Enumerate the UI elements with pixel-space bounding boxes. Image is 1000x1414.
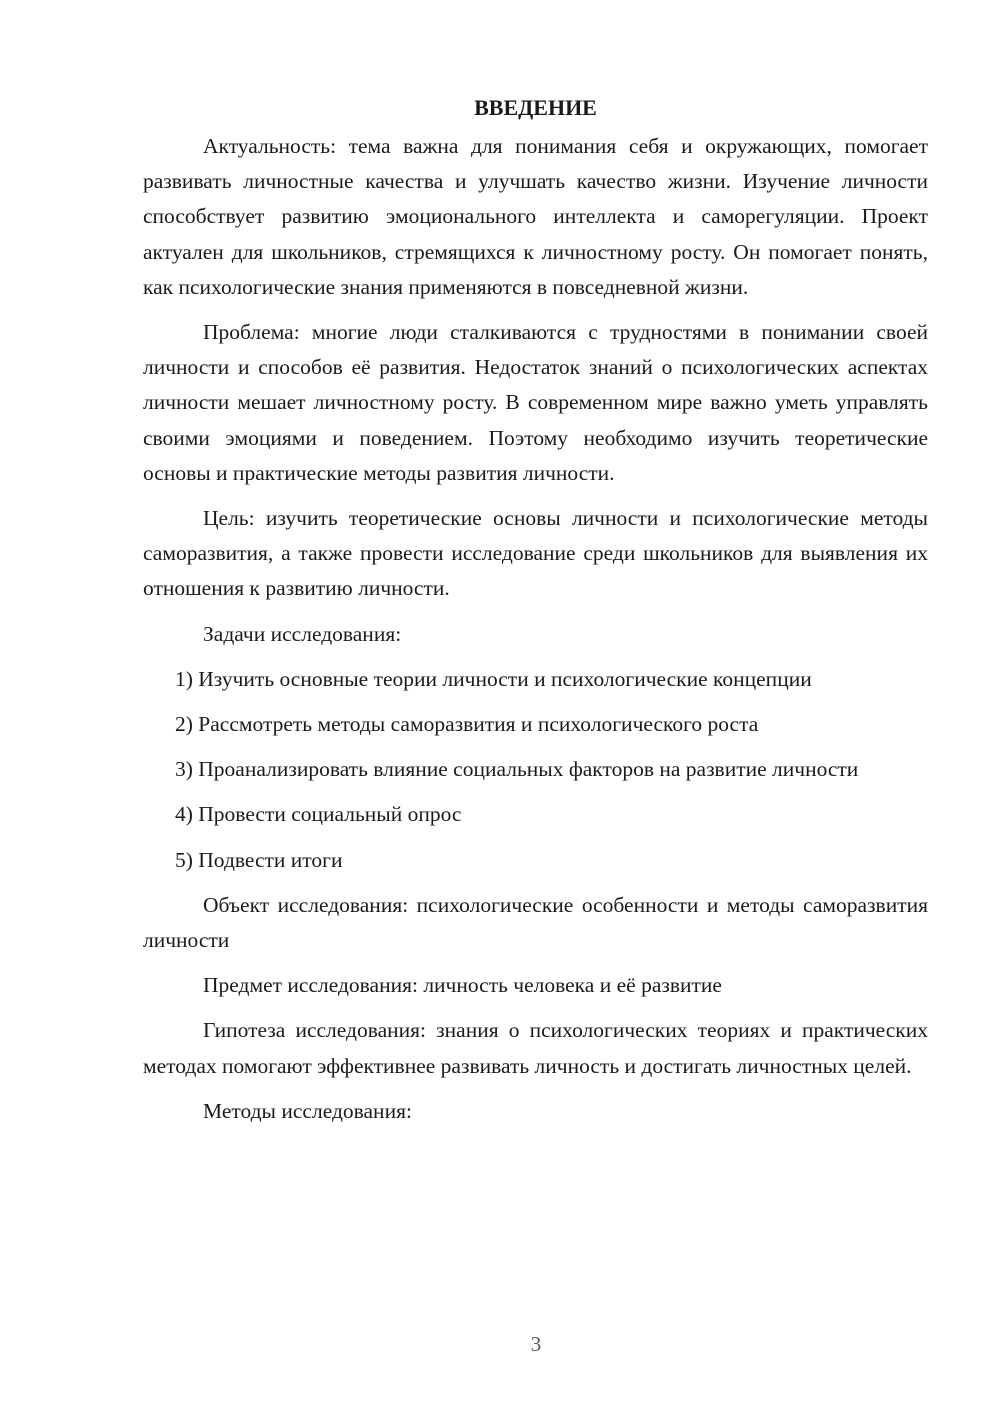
- paragraph-object: Объект исследования: психологические особенности и методы саморазвития личности: [143, 892, 928, 953]
- document-page: [143, 90, 928, 1139]
- task-item-3: 3) Проанализировать влияние социальных факторов на развитие личности: [175, 757, 859, 782]
- task-item-4: 4) Провести социальный опрос: [175, 802, 462, 827]
- paragraph-subject: Предмет исследования: личность человека и её развитие: [203, 973, 722, 998]
- section-title: ВВЕДЕНИЕ: [474, 95, 597, 120]
- task-item-5: 5) Подвести итоги: [175, 847, 343, 872]
- paragraph-relevance: Актуальность: тема важна для понимания себя и окружающих, помогает развивать личностные качества и улучшать качество жизни. Изучение личности способствует развитию эмоционального интеллекта и саморегуляции. Проект актуален для школьников, стремящихся к личностному росту. Он помогает понять, как психологические знания применяются в повседневной жизни.: [143, 134, 928, 299]
- tasks-heading: Задачи исследования:: [203, 621, 402, 646]
- methods-heading: Методы исследования:: [203, 1098, 412, 1123]
- paragraph-goal: Цель: изучить теоретические основы личности и психологические методы саморазвития, а также провести исследование среди школьников для выявления их отношения к развитию личности.: [143, 506, 928, 601]
- paragraph-hypothesis: Гипотеза исследования: знания о психологических теориях и практических методах помогают эффективнее развивать личность и достигать личностных целей.: [143, 1018, 928, 1078]
- page-number: 3: [530, 1332, 542, 1356]
- task-item-2: 2) Рассмотреть методы саморазвития и психологического роста: [175, 712, 759, 737]
- paragraph-problem: Проблема: многие люди сталкиваются с трудностями в понимании своей личности и способов её развития. Недостаток знаний о психологических аспектах личности мешает личностному росту. В современном мире важно уметь управлять своими эмоциями и поведением. Поэтому необходимо изучить теоретические основы и практические методы развития личности.: [143, 320, 928, 485]
- task-item-1: 1) Изучить основные теории личности и психологические концепции: [175, 666, 812, 691]
